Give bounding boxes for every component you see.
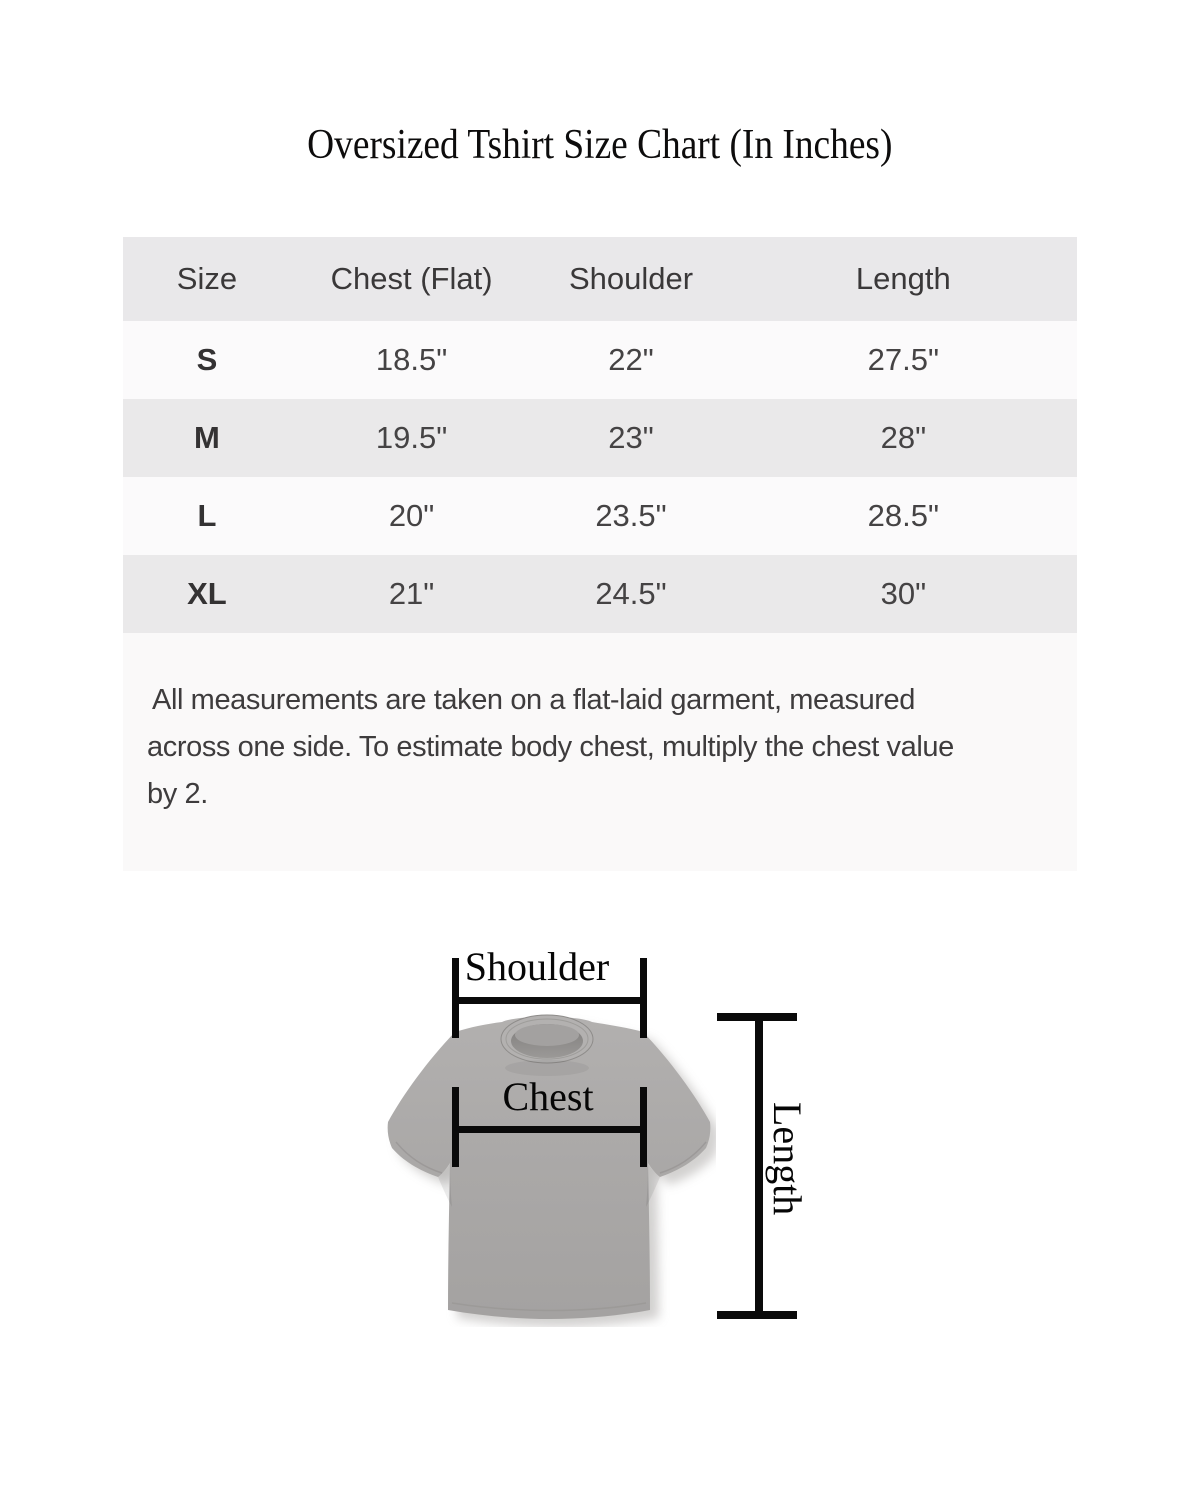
size-chart-table xyxy=(123,237,1077,871)
chest-measure-line xyxy=(452,1126,647,1133)
chest-tick-right xyxy=(640,1087,647,1167)
table-row xyxy=(123,321,1077,399)
size-cell: M xyxy=(194,420,220,455)
measurement-note xyxy=(123,633,1077,871)
length-cell: 27.5" xyxy=(867,342,940,377)
table-row xyxy=(123,477,1077,555)
size-cell: L xyxy=(197,498,217,533)
chest-cell: 21" xyxy=(388,576,435,611)
header-cell-shoulder: Shoulder xyxy=(568,261,694,296)
length-label: Length xyxy=(765,1102,810,1216)
tshirt-graphic xyxy=(386,1012,716,1327)
shoulder-cell: 22" xyxy=(608,342,654,377)
shoulder-measure-line xyxy=(452,997,647,1004)
size-cell: S xyxy=(196,342,218,377)
length-cell: 30" xyxy=(880,576,927,611)
note-line: across one side. To estimate body chest, multiply the chest value xyxy=(147,731,954,763)
header-cell-size: Size xyxy=(176,261,238,296)
header-cell-chest: Chest (Flat) xyxy=(330,261,493,296)
size-cell: XL xyxy=(187,576,227,611)
length-cell: 28.5" xyxy=(867,498,940,533)
shoulder-tick-right xyxy=(640,958,647,1038)
measurement-diagram xyxy=(0,930,1200,1400)
header-cell-length: Length xyxy=(855,261,951,296)
table-row xyxy=(123,555,1077,633)
length-measure-line xyxy=(755,1014,763,1317)
shoulder-tick-left xyxy=(452,958,459,1038)
length-cell: 28" xyxy=(880,420,927,455)
chest-cell: 19.5" xyxy=(375,420,448,455)
shoulder-cell: 24.5" xyxy=(595,576,667,611)
page-title xyxy=(0,120,1200,170)
shoulder-label: Shoulder xyxy=(464,944,610,989)
shoulder-cell: 23" xyxy=(608,420,654,455)
length-cap-bottom xyxy=(717,1311,797,1319)
chest-tick-left xyxy=(452,1087,459,1167)
chest-cell: 18.5" xyxy=(375,342,448,377)
note-line: by 2. xyxy=(147,778,208,810)
note-line: All measurements are taken on a flat-laid garment, measured xyxy=(152,684,916,716)
shoulder-cell: 23.5" xyxy=(595,498,667,533)
chest-label: Chest xyxy=(502,1074,594,1119)
table-header-row xyxy=(123,237,1077,321)
chest-cell: 20" xyxy=(388,498,435,533)
length-cap-top xyxy=(717,1013,797,1021)
page-title-text: Oversized Tshirt Size Chart (In Inches) xyxy=(307,122,893,168)
table-row xyxy=(123,399,1077,477)
